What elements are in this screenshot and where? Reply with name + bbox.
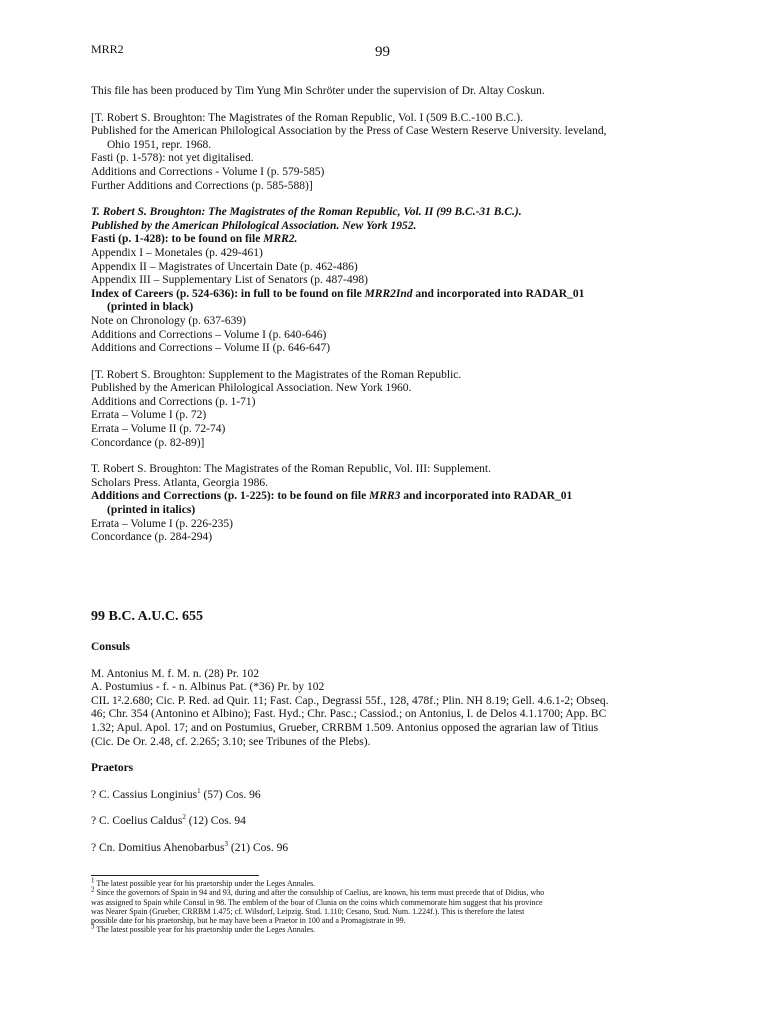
vol2-title: T. Robert S. Broughton: The Magistrates of the Roman Republic, Vol. II (99 B.C.-31 B.C.). — [91, 206, 522, 219]
vol3-additions-note: (printed in italics) — [107, 504, 196, 517]
footnote-ref: 2 — [182, 813, 186, 822]
vol2-index: Index of Careers (p. 524-636): in full to be found on file MRR2Ind and incorporated into RADAR_01 — [91, 287, 585, 300]
praetor-entry: ? C. Coelius Caldus$^2$ (12) Cos. 94 — [91, 813, 246, 828]
vol3-published: Scholars Press. Atlanta, Georgia 1986. — [91, 476, 269, 489]
consul-sources: 46; Chr. 354 (Antonino et Albino); Fast. Hyd.; Chr. Pasc.; Cassiod.; on Antonius, I. de Delos 4.1.1700; App. BC — [91, 708, 607, 721]
consul-sources: 1.32; Apul. Apol. 17; and on Postumius, Grueber, CRRBM 1.509. Antonius opposed the agrarian law of Titius — [91, 721, 599, 734]
vol2-chronology: Note on Chronology (p. 637-639) — [91, 314, 246, 327]
praetors-heading: Praetors — [91, 762, 134, 775]
vol2-fasti: Fasti (p. 1-428): to be found on file MRR2. — [91, 233, 298, 246]
consul-sources: CIL 1².2.680; Cic. P. Red. ad Quir. 11; Fast. Cap., Degrassi 55f., 128, 478f.; Plin. NH 8.19; Gell. 4.6.1-2; Obseq. — [91, 694, 609, 707]
vol1-title: [T. Robert S. Broughton: The Magistrates of the Roman Republic, Vol. I (509 B.C.-100 B.C.). — [91, 111, 523, 124]
footnote-2-cont: was assigned to Spain while Consul in 98. The emblem of the boar of Clunia on the coins which commemorate him suggest that his province — [91, 897, 543, 907]
consul-sources: (Cic. De Or. 2.48, cf. 2.265; 3.10; see Tribunes of the Plebs). — [91, 735, 371, 748]
vol1-publisher: Published for the American Philological Association by the Press of Case Western Reserve University. leveland, — [91, 125, 607, 138]
footnote-2-cont: was Nearer Spain (Grueber, CRRBM 1.475; cf. Wilsdorf, Leipzig. Stud. 1.110; Cesano, Stud. Num. 1.224f.). This is therefore the latest — [91, 906, 525, 916]
vol2-appendix-3: Appendix III – Supplementary List of Senators (p. 487-498) — [91, 274, 368, 287]
vol3-concordance: Concordance (p. 284-294) — [91, 531, 213, 544]
footnote-divider — [91, 875, 259, 876]
consul-entry: M. Antonius M. f. M. n. (28) Pr. 102 — [91, 667, 260, 680]
supp-errata-2: Errata – Volume II (p. 72-74) — [91, 423, 226, 436]
intro-line: This file has been produced by Tim Yung Min Schröter under the supervision of Dr. Altay Coskun. — [91, 85, 545, 97]
running-header: MRR2 — [91, 42, 124, 56]
vol3-title: T. Robert S. Broughton: The Magistrates of the Roman Republic, Vol. III: Supplement. — [91, 463, 492, 476]
vol3-additions: Additions and Corrections (p. 1-225): to be found on file MRR3 and incorporated into RADAR_01 — [91, 490, 573, 503]
supp-title: [T. Robert S. Broughton: Supplement to the Magistrates of the Roman Republic. — [91, 368, 462, 381]
praetor-entry: ? C. Cassius Longinius$^1$ (57) Cos. 96 — [91, 786, 261, 801]
consuls-heading: Consuls — [91, 641, 130, 653]
vol1-fasti: Fasti (p. 1-578): not yet digitalised. — [91, 152, 254, 165]
consuls-section — [91, 641, 691, 856]
praetor-entry: ? Cn. Domitius Ahenobarbus$^3$ (21) Cos. 96 — [91, 840, 289, 854]
vol2-appendix-2: Appendix II – Magistrates of Uncertain Date (p. 462-486) — [91, 260, 358, 273]
footnotes — [91, 876, 691, 935]
year-heading: 99 B.C. A.U.C. 655 — [91, 609, 204, 624]
supp-published: Published by the American Philological Association. New York 1960. — [91, 382, 412, 395]
vol1-further: Further Additions and Corrections (p. 585-588)] — [91, 179, 313, 192]
footnote-2-cont: possible date for his praetorship, but he may have been a Praetor in 100 and a Promagistrate in 99. — [91, 916, 406, 926]
footnote-2: $^2$ Since the governors of Spain in 94 and 93, during and after the consulship of Caelius, are known, his term must precede that of Didius, who — [91, 885, 545, 898]
footnote-3: $^3$ The latest possible year for his praetorship under the Leges Annales. — [91, 922, 316, 935]
vol1-additions: Additions and Corrections - Volume I (p. 579-585) — [91, 165, 325, 178]
footnote-1: $^1$ The latest possible year for his praetorship under the Leges Annales. — [91, 876, 316, 888]
footnote-ref: 1 — [197, 786, 201, 795]
vol2-additions-1: Additions and Corrections – Volume I (p. 640-646) — [91, 328, 327, 341]
supp-errata-1: Errata – Volume I (p. 72) — [91, 409, 207, 422]
vol2-appendix-1: Appendix I – Monetales (p. 429-461) — [91, 246, 263, 259]
consul-entry: A. Postumius - f. - n. Albinus Pat. (*36) Pr. by 102 — [91, 681, 325, 694]
supp-concordance: Concordance (p. 82-89)] — [91, 436, 205, 449]
page-number: 99 — [375, 44, 390, 60]
supp-additions: Additions and Corrections (p. 1-71) — [91, 395, 256, 408]
vol2-index-note: (printed in black) — [107, 301, 194, 314]
document-body — [91, 85, 691, 545]
vol2-published: Published by the American Philological Association. New York 1952. — [91, 219, 417, 232]
vol2-additions-2: Additions and Corrections – Volume II (p. 646-647) — [91, 342, 331, 355]
vol1-place: Ohio 1951, repr. 1968. — [107, 138, 212, 151]
vol3-errata: Errata – Volume I (p. 226-235) — [91, 517, 234, 530]
footnote-ref: 3 — [224, 840, 229, 849]
